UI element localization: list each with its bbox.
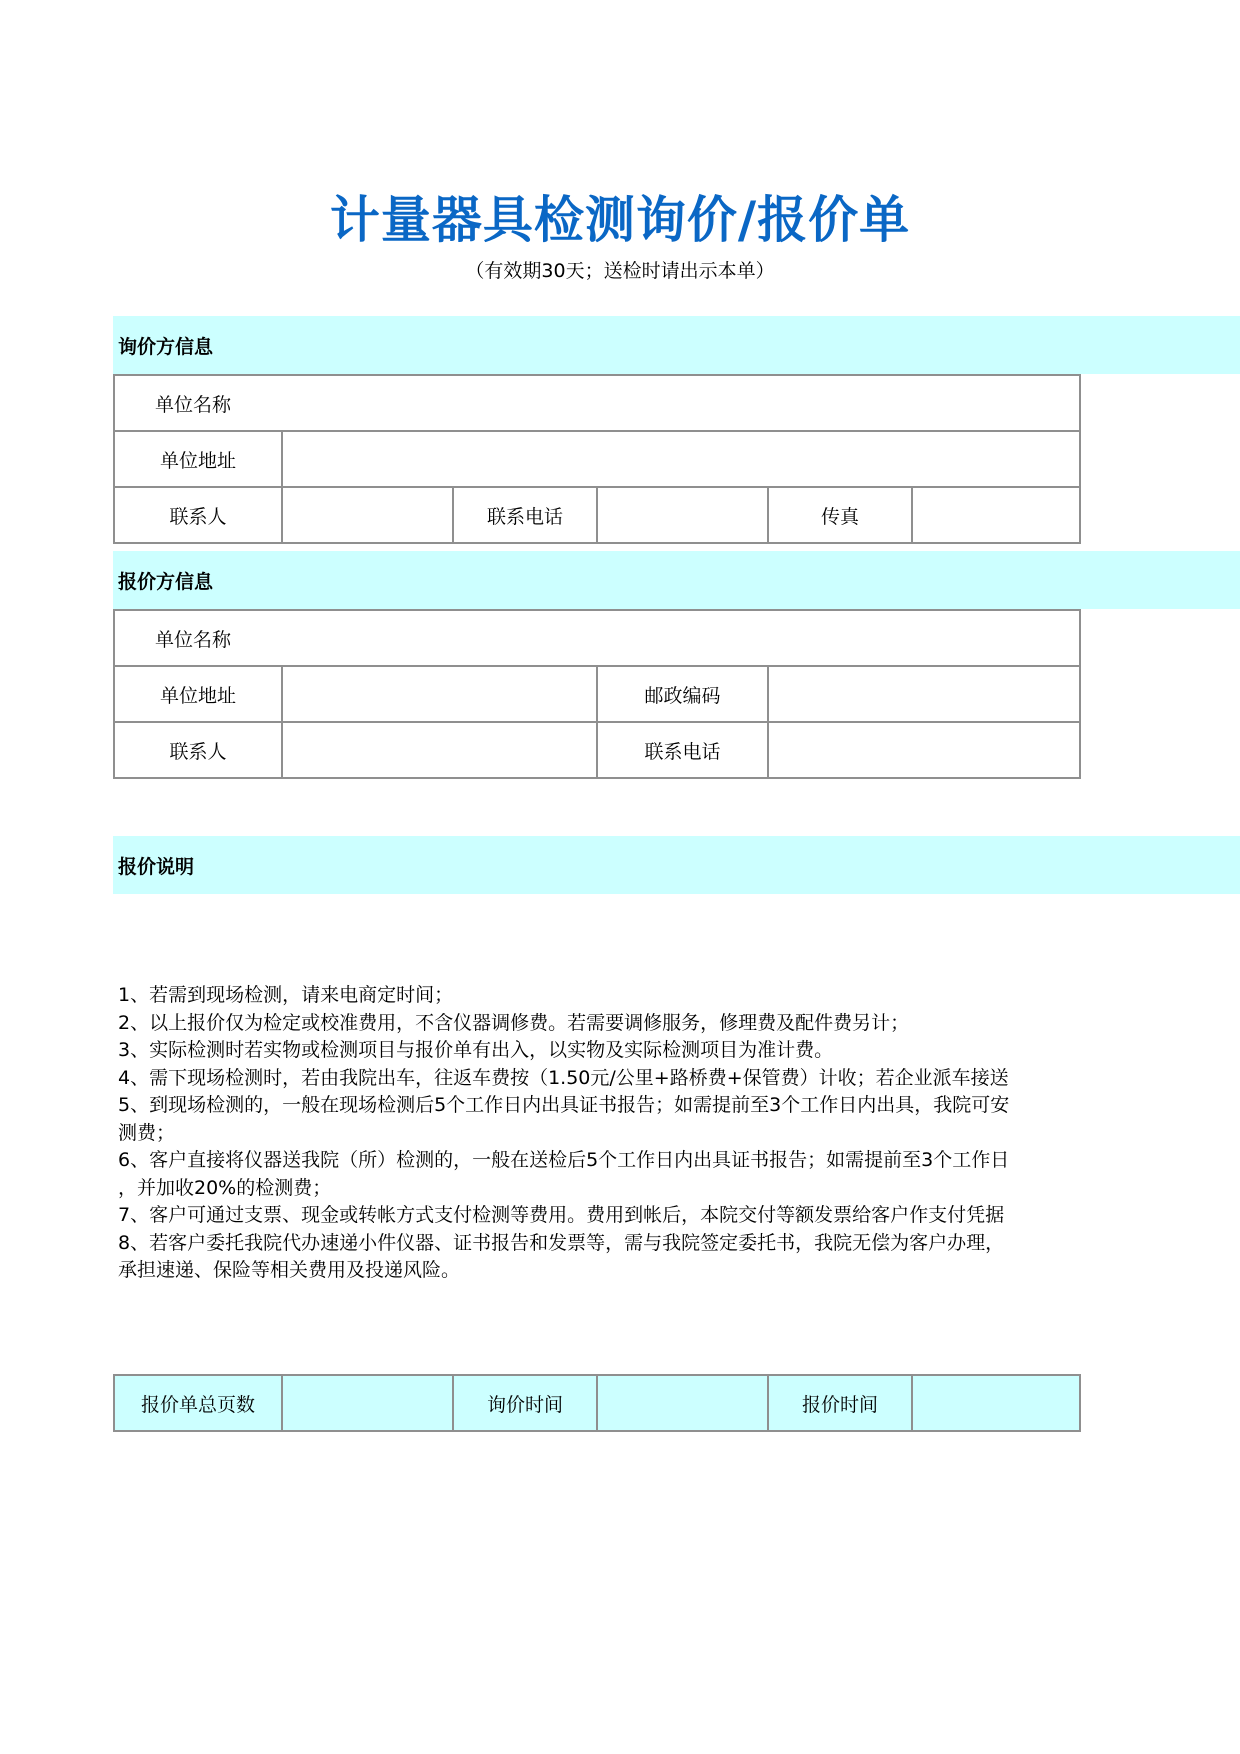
total-pages-label: 报价单总页数 (114, 1375, 282, 1431)
notes-section-title: 报价说明 (118, 855, 195, 878)
inquiry-contact-label: 联系人 (114, 487, 282, 543)
page-title: 计量器具检测询价/报价单 (329, 191, 911, 249)
footer-row (114, 1375, 1080, 1431)
quote-phone-label: 联系电话 (597, 722, 768, 778)
note-line: 8、若客户委托我院代办速递小件仪器、证书报告和发票等，需与我院签定委托书，我院无偿为客户办理， (118, 1231, 1005, 1254)
note-line: 1、若需到现场检测，请来电商定时间； (118, 984, 454, 1006)
quote-section-title: 报价方信息 (118, 570, 214, 593)
footer-table (113, 1374, 1081, 1432)
quote-time-label: 报价时间 (768, 1375, 912, 1431)
quote-notes (118, 982, 1079, 1285)
note-line: 5、到现场检测的，一般在现场检测后5个工作日内出具证书报告；如需提前至3个工作日内出具，我院可安 (118, 1094, 1010, 1116)
inquiry-time-field[interactable] (597, 1375, 768, 1431)
inquiry-contact-field[interactable] (282, 487, 453, 543)
page-subtitle: （有效期30天；送检时请出示本单） (465, 260, 775, 282)
inquiry-section-title: 询价方信息 (118, 335, 214, 358)
note-line: 7、客户可通过支票、现金或转帐方式支付检测等费用。费用到帐后，本院交付等额发票给客户作支付凭据 (118, 1204, 1005, 1226)
inquiry-section-header (113, 316, 1240, 374)
note-line: 4、需下现场检测时，若由我院出车，往返车费按（1.50元/公里+路桥费+保管费）计收；若企业派车接送 (118, 1066, 1009, 1089)
note-line: 2、以上报价仅为检定或校准费用，不含仪器调修费。若需要调修服务，修理费及配件费另计； (118, 1011, 910, 1034)
note-line: 3、实际检测时若实物或检测项目与报价单有出入，以实物及实际检测项目为准计费。 (118, 1039, 834, 1061)
quote-section-header (113, 551, 1240, 609)
quote-contact-row (114, 722, 1080, 778)
total-pages-field[interactable] (282, 1375, 453, 1431)
quote-phone-field[interactable] (768, 722, 1080, 778)
quote-contact-label: 联系人 (114, 722, 282, 778)
notes-section-header (113, 836, 1240, 894)
inquiry-contact-row (114, 487, 1080, 543)
quote-info-table (113, 609, 1081, 779)
quote-unit-address-label: 单位地址 (114, 666, 282, 722)
inquiry-fax-field[interactable] (912, 487, 1080, 543)
quote-unit-name-row (114, 610, 1080, 666)
inquiry-unit-address-label: 单位地址 (114, 431, 282, 487)
quote-contact-field[interactable] (282, 722, 597, 778)
note-line: 测费； (118, 1121, 176, 1144)
inquiry-unit-address-field[interactable] (282, 431, 1080, 487)
inquiry-unit-name-row (114, 375, 1080, 431)
quote-unit-address-row (114, 666, 1080, 722)
quote-time-field[interactable] (912, 1375, 1080, 1431)
inquiry-phone-field[interactable] (597, 487, 768, 543)
inquiry-time-label: 询价时间 (453, 1375, 597, 1431)
inquiry-fax-label: 传真 (768, 487, 912, 543)
note-line: 承担速递、保险等相关费用及投递风险。 (118, 1259, 461, 1281)
inquiry-unit-address-row (114, 431, 1080, 487)
inquiry-info-table (113, 374, 1081, 544)
quote-unit-address-field[interactable] (282, 666, 597, 722)
quote-unit-name-label: 单位名称 (114, 610, 1080, 666)
inquiry-unit-name-label: 单位名称 (114, 375, 1080, 431)
quote-postal-code-field[interactable] (768, 666, 1080, 722)
note-line: ，并加收20%的检测费； (118, 1176, 332, 1199)
inquiry-phone-label: 联系电话 (453, 487, 597, 543)
note-line: 6、客户直接将仪器送我院（所）检测的，一般在送检后5个工作日内出具证书报告；如需提前至3个工作日 (118, 1149, 1010, 1171)
quote-postal-code-label: 邮政编码 (597, 666, 768, 722)
